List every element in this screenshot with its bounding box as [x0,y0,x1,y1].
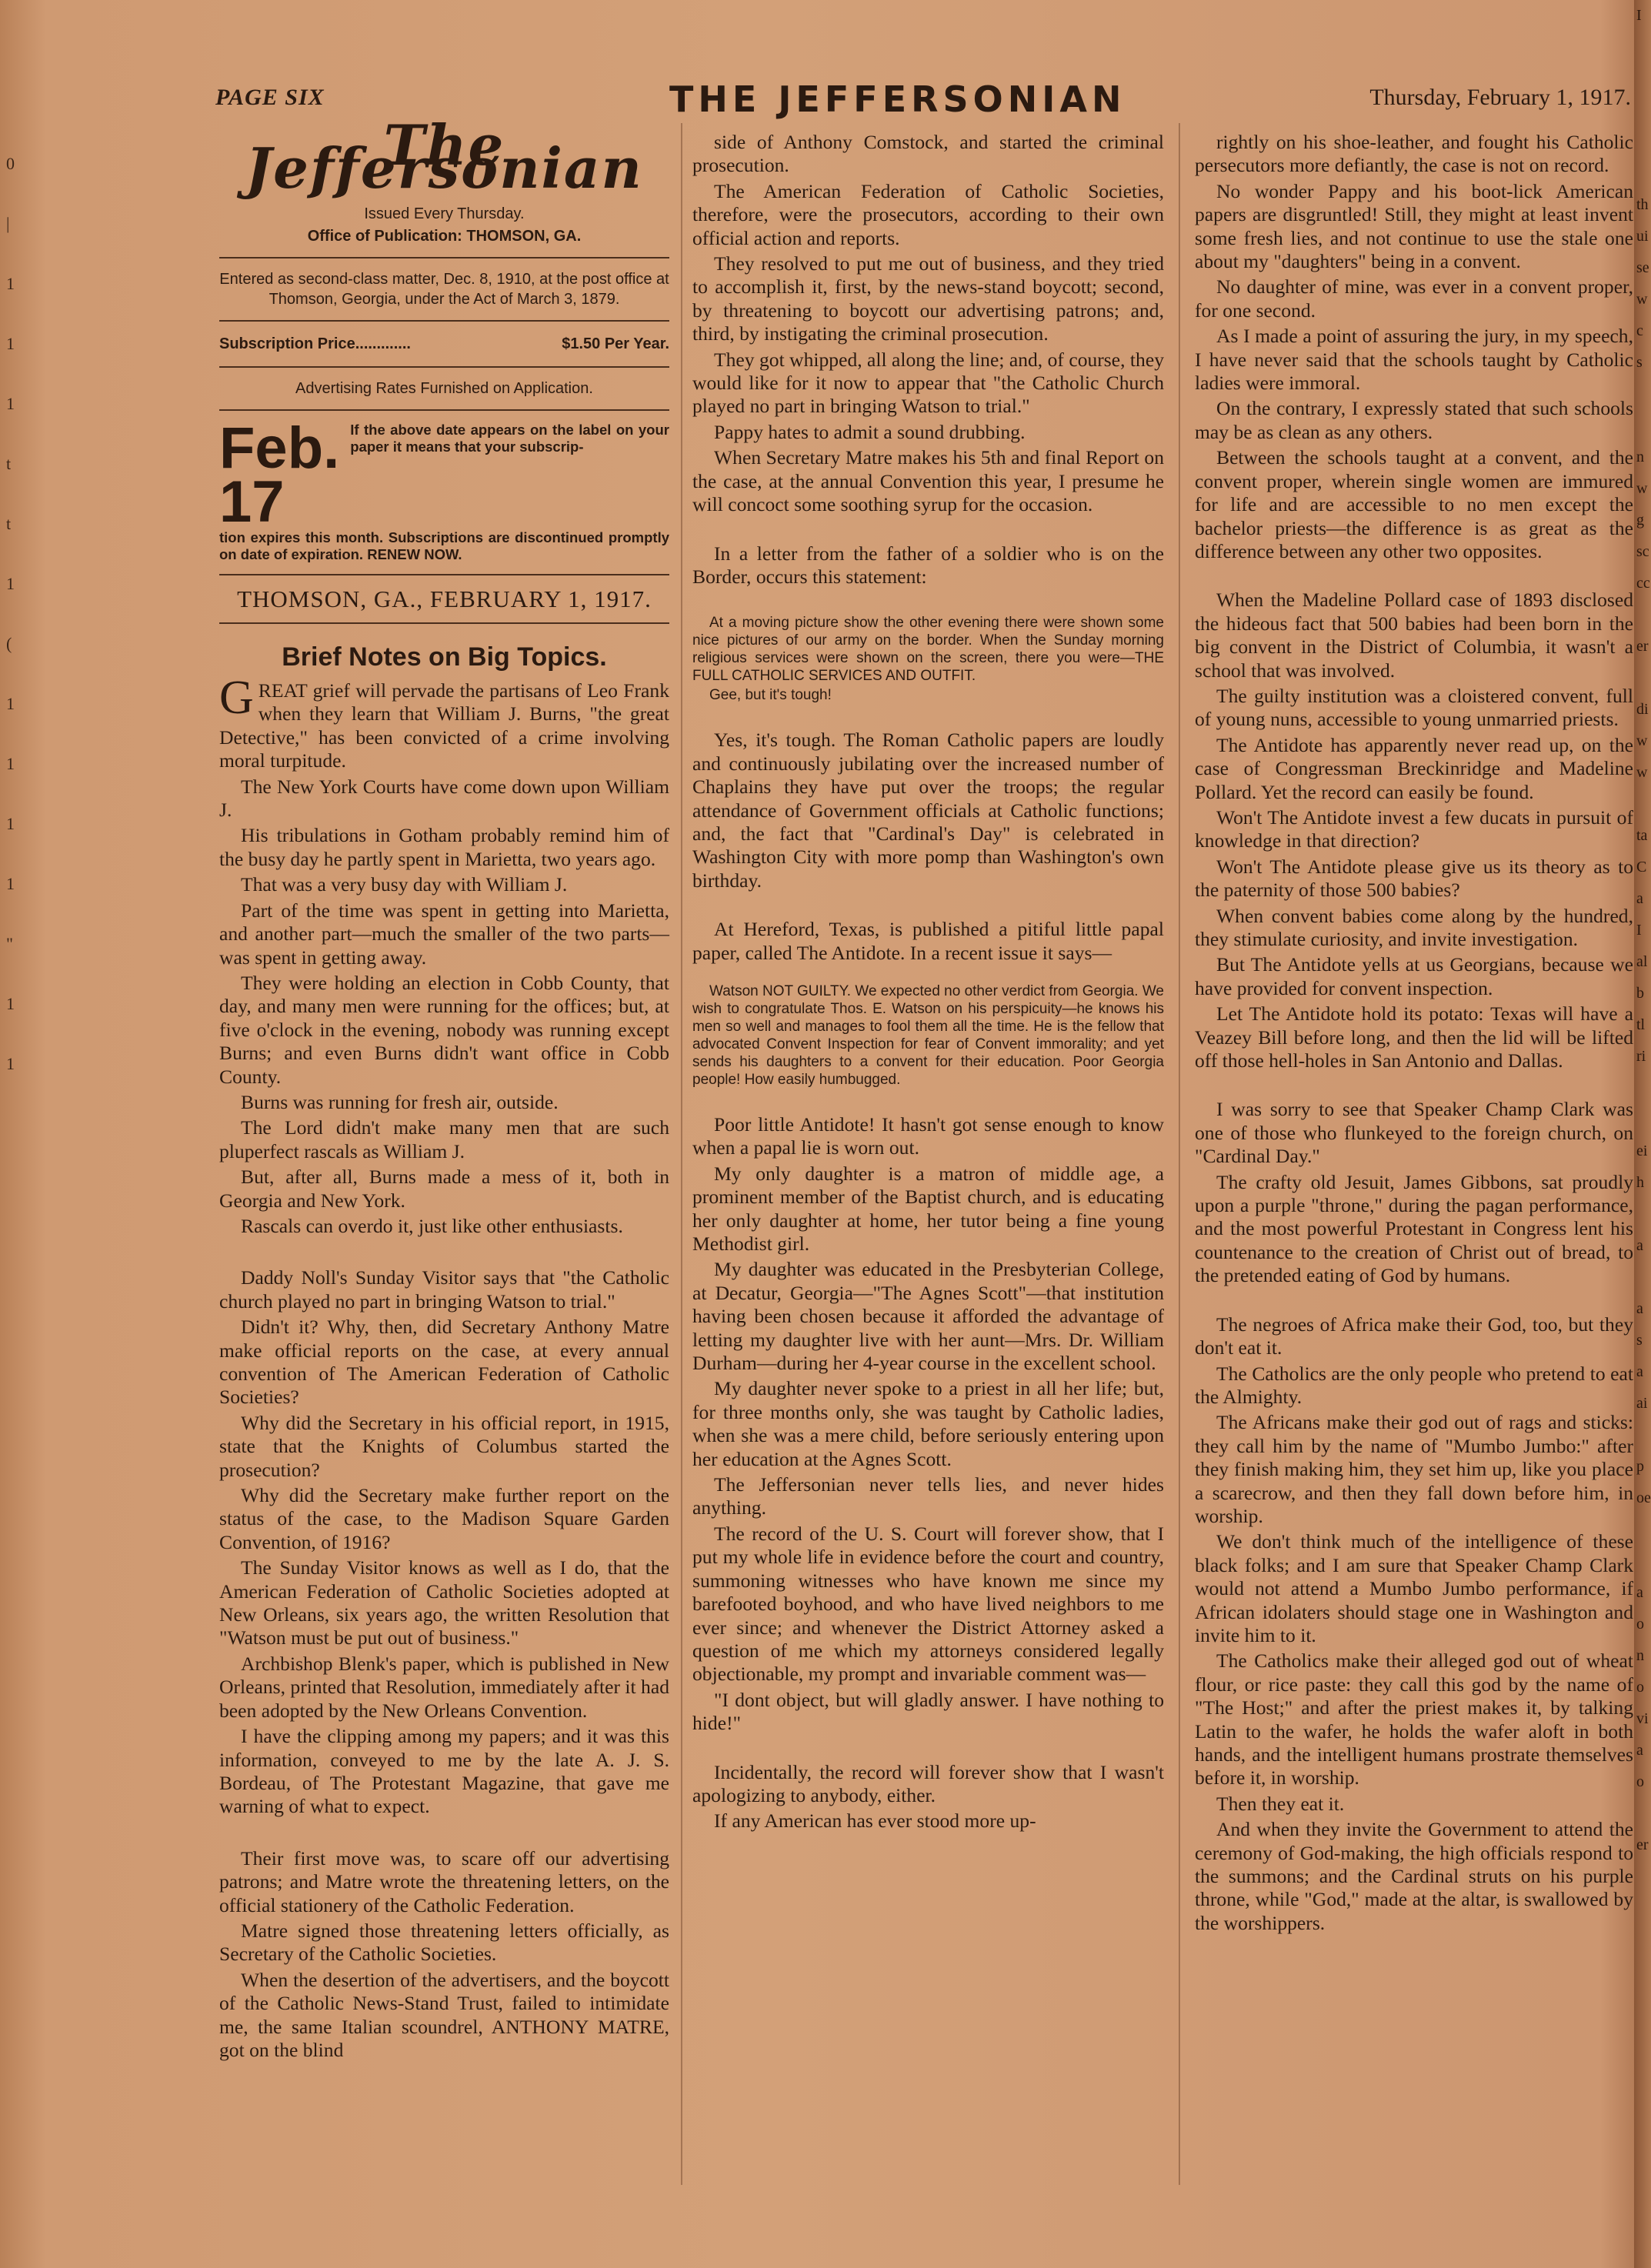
section-gap [219,1240,669,1266]
margin-mark: 1 [6,994,15,1013]
margin-mark: a [1636,1300,1643,1317]
antidote-quote [692,982,1164,1089]
margin-mark: ( [6,634,12,653]
margin-mark: tl [1636,1016,1646,1033]
column-2-body [692,131,1164,589]
paragraph: "I dont object, but will gladly answer. I have nothing to hide!" [692,1688,1164,1735]
margin-mark: s [1636,1332,1643,1349]
expiry-text-tail: tion expires this month. Subscriptions are discontinued promptly on date of expiration. RENEW NOW. [219,529,669,563]
paragraph: The Catholics make their alleged god out of wheat flour, or rice paste: they call this god by the name of "The Host;" and after the priest makes it, by talking Latin to the wafer, he holds the wafer aloft in both hands, and the intelligent humans prostrate themselves before it, in worship. [1195,1649,1633,1789]
rule [219,622,669,624]
margin-mark: w [1636,764,1648,781]
margin-mark: 1 [6,274,15,293]
paragraph: But, after all, Burns made a mess of it, both in Georgia and New York. [219,1166,669,1212]
margin-mark: 1 [6,574,15,593]
paragraph: His tribulations in Gotham probably remind him of the busy day he partly spent in Marietta, two years ago. [219,824,669,870]
section-gap [1195,1075,1633,1098]
margin-mark: g [1636,512,1644,529]
column-2-body-b [692,729,1164,965]
paragraph: I was sorry to see that Speaker Champ Clark was one of those who flunkeyed to the foreign church, on "Cardinal Day." [1195,1098,1633,1168]
paragraph: The guilty institution was a cloistered convent, full of young nuns, accessible to young unmarried priests. [1195,684,1633,731]
entered-notice: Entered as second-class matter, Dec. 8, 1910, at the post office at Thomson, Georgia, under the Act of March 3, 1879. [219,270,669,308]
margin-mark [1634,32,1651,63]
margin-mark: n [1636,1647,1644,1664]
section-gap [692,895,1164,918]
margin-mark: " [6,934,13,953]
subscription-label: Subscription Price............. [219,335,411,352]
rule [219,320,669,322]
margin-mark: ta [1636,827,1648,844]
paragraph: The Africans make their god out of rags and sticks: they call him by the name of "Mumbo Jumbo:" after they finish making him, they set him up, like you place a scarecrow, and then they fall down before him, in worship. [1195,1411,1633,1527]
paragraph: In a letter from the father of a soldier who is on the Border, occurs this statement: [692,542,1164,588]
paragraph: They got whipped, all along the line; and, of course, they would like for it now to appear that "the Catholic Church played no part in bringing Watson to trial." [692,348,1164,418]
masthead-logo: The Jeffersonian [245,112,643,202]
margin-mark [1634,1262,1651,1293]
margin-mark: er [1636,638,1649,655]
paragraph: We don't think much of the intelligence of these black folks; and I am sure that Speaker Champ Clark would not attend a Mumbo Jumbo performance, if African idolaters should stage one in Washington and invite him to it. [1195,1530,1633,1646]
margin-mark: C [1636,859,1647,876]
paragraph: The crafty old Jesuit, James Gibbons, sat proudly upon a purple "throne," during the pagan performance, and the most powerful Protestant in Congress lent his countenance to the creation of Christ out of bread, to the pretended eating of God by humans. [1195,1170,1633,1287]
margin-mark: 1 [6,1054,15,1073]
paragraph: If any American has ever stood more up- [714,1809,1036,1833]
paragraph: They resolved to put me out of business, and they tried to accomplish it, first, by the news-stand boycott; second, by threatening to boycott our advertising patrons; and, third, by instigating the criminal prosecution. [692,252,1164,345]
margin-mark: 1 [6,694,15,713]
margin-mark: a [1636,1584,1643,1601]
paragraph: Gee, but it's tough! [709,687,832,704]
paragraph: Matre signed those threatening letters officially, as Secretary of the Catholic Societies. [219,1919,669,1966]
paragraph: Let The Antidote hold its potato: Texas will have a Veazey Bill before long, and then the lid will be lifted off those hell-holes in San Antonio and Dallas. [1195,1002,1633,1072]
margin-mark [1634,1072,1651,1104]
section-gap [692,519,1164,542]
paragraph: side of Anthony Comstock, and started the criminal prosecution. [692,131,1164,177]
margin-mark [1634,789,1651,820]
paragraph: When Secretary Matre makes his 5th and final Report on the case, at the annual Convention this year, I presume he will concoct some soothing syrup for the occasion. [692,446,1164,516]
margin-mark: s [1636,354,1643,371]
margin-mark: | [6,214,10,233]
paragraph: Then they eat it. [1216,1792,1345,1815]
paragraph: When convent babies come along by the hundred, they stimulate curiosity, and invite investigation. [1195,904,1633,950]
margin-mark: a [1636,1363,1643,1380]
paragraph: I have the clipping among my papers; and it was this information, conveyed to me by the late A. J. S. Bordeau, of The Protestant Magazine, that gave me warning of what to expect. [219,1725,669,1818]
subscription-price [219,332,669,355]
paragraph: No wonder Pappy and his boot-lick American papers are disgruntled! Still, they might at least invent some fresh lies, and not continue to use the stale one about my "daughters" being in a convent. [1195,179,1633,273]
paragraph: As I made a point of assuring the jury, in my speech, I have never said that the schools taught by Catholic ladies were immoral. [1195,325,1633,395]
margin-mark: p [1636,1458,1644,1475]
paragraph: Why did the Secretary in his official report, in 1915, state that the Knights of Columbus started the prosecution? [219,1411,669,1481]
paragraph: The Lord didn't make many men that are such pluperfect rascals as William J. [219,1116,669,1162]
rule [219,366,669,368]
margin-mark: 1 [6,814,15,833]
office-line: Office of Publication: THOMSON, GA. [307,227,582,245]
margin-mark: 1 [6,754,15,773]
margin-mark: ai [1636,1395,1648,1412]
paragraph: And when they invite the Government to attend the ceremony of God-making, the high officials respond to the summons; and the Cardinal struts on his purple throne, while "God," made at the altar, is swallowed by the worshippers. [1195,1818,1633,1934]
paragraph: Between the schools taught at a convent, and the convent proper, wherein single women are immured for life and are accessible to no men except the bachelor priests—the difference is as great as the difference between any other two opposites. [1195,446,1633,562]
margin-mark: a [1636,1237,1643,1254]
paragraph: When the desertion of the advertisers, and the boycott of the Catholic News-Stand Trust, failed to intimidate me, the same Italian scoundrel, ANTHONY MATRE, got on the blind [219,1968,669,2061]
margin-mark: b [1636,985,1644,1002]
paragraph: On the contrary, I expressly stated that such schools may be as clean as any others. [1195,397,1633,443]
paragraph: Burns was running for fresh air, outside. [241,1090,559,1113]
margin-mark: oe [1636,1489,1651,1506]
paragraph: The negroes of Africa make their God, too, but they don't eat it. [1195,1312,1633,1359]
margin-mark: I [1636,7,1642,24]
section-gap [692,1738,1164,1761]
paragraph: Daddy Noll's Sunday Visitor says that "the Catholic church played no part in bringing Watson to trial." [219,1266,669,1312]
margin-mark [1634,1514,1651,1546]
right-page-edge [1634,0,1651,2268]
paragraph: The Antidote has apparently never read up, on the case of Congressman Breckinridge and Madeline Pollard. Yet the record can easily be found. [1195,733,1633,803]
margin-mark: cc [1636,575,1650,592]
rule [219,574,669,575]
column-rule [681,123,682,2185]
margin-mark: al [1636,953,1648,970]
margin-mark [1634,1798,1651,1829]
issue-date: Thursday, February 1, 1917. [1369,85,1631,110]
column-2-body-c [692,1113,1164,1833]
margin-mark: se [1636,259,1649,276]
paragraph: Incidentally, the record will forever show that I wasn't apologizing to anybody, either. [692,1760,1164,1806]
paragraph: Rascals can overdo it, just like other enthusiasts. [241,1214,623,1237]
margin-mark: t [6,514,12,533]
paragraph: GREAT grief will pervade the partisans of Leo Frank when they learn that William J. Burns, "the great Detective," has been convicted of a crime involving moral turpitude. [219,672,669,772]
margin-mark [1634,379,1651,410]
margin-mark: ei [1636,1142,1648,1159]
paragraph: My only daughter is a matron of middle age, a prominent member of the Baptist church, and is educating her only daughter at home, her tutor being a fine young Methodist girl. [692,1162,1164,1255]
page-label: PAGE SIX [215,85,325,110]
subscription-amount: $1.50 Per Year. [562,335,669,352]
paragraph: The American Federation of Catholic Societies, therefore, were the prosecutors, according to their own official action and reports. [692,179,1164,249]
margin-mark: vi [1636,1710,1649,1727]
margin-mark: a [1636,1742,1643,1759]
margin-mark [1634,1419,1651,1451]
paragraph: The New York Courts have come down upon William J. [219,775,669,822]
paragraph: Didn't it? Why, then, did Secretary Anthony Matre make official reports on the case, at every annual convention of The American Federation of Catholic Societies? [219,1316,669,1409]
margin-mark: er [1636,1836,1649,1853]
margin-mark: di [1636,701,1649,718]
section-gap [1195,1290,1633,1313]
paragraph: rightly on his shoe-leather, and fought his Catholic persecutors more defiantly, the case is not on record. [1195,131,1633,177]
margin-mark [1634,126,1651,158]
section-gap [1195,565,1633,589]
expiry-date: Feb. 17 [219,415,340,535]
margin-mark: t [6,454,12,473]
margin-mark: c [1636,322,1643,339]
margin-mark [1634,63,1651,95]
rule [219,257,669,258]
margin-mark: w [1636,291,1648,308]
margin-mark: 1 [6,394,15,413]
margin-mark: I [1636,922,1642,939]
paragraph: Won't The Antidote please give us its theory as to the paternity of those 500 babies? [1195,855,1633,902]
issued-line: Issued Every Thursday. [364,205,525,222]
column-1 [219,112,669,2064]
margin-mark: a [1636,890,1643,907]
paragraph: Yes, it's tough. The Roman Catholic papers are loudly and continuously jubilating over the increased number of Chaplains they have put over the troops; the regular attendance of Government officials at Catholic functions; and, the fact that "Cardinal's Day" is celebrated in Washington City with more pomp than Washington's own birthday. [692,729,1164,892]
advertising-notice: Advertising Rates Furnished on Application. [295,380,593,398]
margin-mark: w [1636,732,1648,749]
margin-mark: o [1636,1616,1644,1633]
paragraph: Archbishop Blenk's paper, which is published in New Orleans, printed that Resolution, immediately after it had been adopted by the New Orleans Convention. [219,1652,669,1722]
paragraph: The Jeffersonian never tells lies, and never hides anything. [692,1473,1164,1519]
left-margin-bleed [0,138,31,1216]
paragraph: At Hereford, Texas, is published a pitiful little papal paper, called The Antidote. In a recent issue it says— [692,918,1164,964]
paragraph: No daughter of mine, was ever in a convent proper, for one second. [1195,275,1633,322]
column-2 [692,131,1164,1836]
column-rule [1179,123,1180,2185]
expiry-notice [219,415,669,535]
margin-mark: ri [1636,1048,1646,1065]
section-gap [219,1821,669,1847]
paragraph: Won't The Antidote invest a few ducats in pursuit of knowledge in that direction? [1195,805,1633,852]
paragraph: My daughter was educated in the Presbyterian College, at Decatur, Georgia—"The Agnes Scott"—that institution having been chosen because it afforded the advantage of letting my daughter live with her aunt—Mrs. Dr. William Durham—during her 4-year course in the excellent school. [692,1258,1164,1375]
margin-mark: w [1636,480,1648,497]
soldier-letter-quote [692,614,1164,704]
paragraph: The Catholics are the only people who pretend to eat the Almighty. [1195,1362,1633,1408]
paragraph: Part of the time was spent in getting into Marietta, and another part—much the smaller of the two parts—was spent in getting away. [219,899,669,969]
column-3-body [1195,131,1633,1935]
margin-mark: th [1636,196,1649,213]
paragraph: They were holding an election in Cobb County, that day, and many men were running for the offices; but, at five o'clock in the evening, nobody was running except Burns; and even Burns didn't want office in Cobb County. [219,971,669,1088]
paragraph: Pappy hates to admit a sound drubbing. [714,420,1026,443]
margin-mark: 1 [6,334,15,353]
margin-mark [1634,599,1651,631]
paragraph: Watson NOT GUILTY. We expected no other verdict from Georgia. We wish to congratulate Thos. E. Watson on his perspicuity—he knows his men so well and manages to fool them all the time. He is the fellow that advocated Convent Inspection for fear of Convent immorality; and yet sends his daughters to a convent for their education. Poor Georgia people! How easily humbugged. [692,982,1165,1088]
margin-mark [1634,410,1651,442]
margin-mark: o [1636,1679,1644,1696]
margin-mark [1634,95,1651,126]
section-heading: Brief Notes on Big Topics. [282,642,607,672]
margin-mark: n [1636,449,1644,465]
margin-mark [1634,1104,1651,1136]
margin-mark [1634,1199,1651,1230]
paragraph: That was a very busy day with William J. [241,873,568,896]
dateline: THOMSON, GA., FEBRUARY 1, 1917. [237,585,652,613]
column-3 [1195,131,1633,1937]
column-1-body [219,672,669,2062]
rule [219,409,669,411]
paragraph: The record of the U. S. Court will forever show, that I put my whole life in evidence before the court and country, summoning witnesses who have known me since my barefooted boyhood, and who have lived neighbors to me ever since; and whenever the District Attorney asked a question of me which my attorneys considered legally objectionable, my prompt and invariable comment was— [692,1522,1164,1686]
margin-mark: sc [1636,543,1649,560]
paragraph: The Sunday Visitor knows as well as I do, that the American Federation of Catholic Societies adopted at New Orleans, six years ago, the written Resolution that "Watson must be put out of business." [219,1556,669,1649]
paragraph: When the Madeline Pollard case of 1893 disclosed the hideous fact that 500 babies had been born in the big convent in the District of Columbia, it wasn't a school that was involved. [1195,589,1633,682]
margin-mark [1634,662,1651,694]
paragraph: My daughter never spoke to a priest in all her life; but, for three months only, she was taught by Catholic ladies, when she was a mere child, before seriously entering upon her education at the Agnes Scott. [692,1377,1164,1470]
margin-mark: o [1636,1773,1644,1790]
margin-mark: 1 [6,874,15,893]
margin-mark [1634,1546,1651,1577]
expiry-text: If the above date appears on the label on your paper it means that your subscrip- [350,422,669,455]
margin-mark: 0 [6,154,15,173]
drop-cap: G [219,672,254,725]
paper-title: THE JEFFERSONIAN [669,78,1126,120]
margin-mark: h [1636,1174,1644,1191]
paragraph: At a moving picture show the other evening there were shown some nice pictures of our army on the border. When the Sunday morning religious services were shown on the screen, there you were—THE FULL CATHOLIC SERVICES AND OUTFIT. [692,615,1164,685]
margin-mark: ui [1636,228,1649,245]
paragraph: But The Antidote yells at us Georgians, because we have provided for convent inspection. [1195,953,1633,999]
paragraph: Why did the Secretary make further report on the status of the case, to the Madison Square Garden Convention, of 1916? [219,1484,669,1553]
paragraph: Poor little Antidote! It hasn't got sense enough to know when a papal lie is worn out. [692,1112,1164,1159]
margin-mark [1634,158,1651,189]
paragraph: Their first move was, to scare off our advertising patrons; and Matre wrote the threatening letters, on the official stationery of the Catholic Federation. [219,1846,669,1916]
